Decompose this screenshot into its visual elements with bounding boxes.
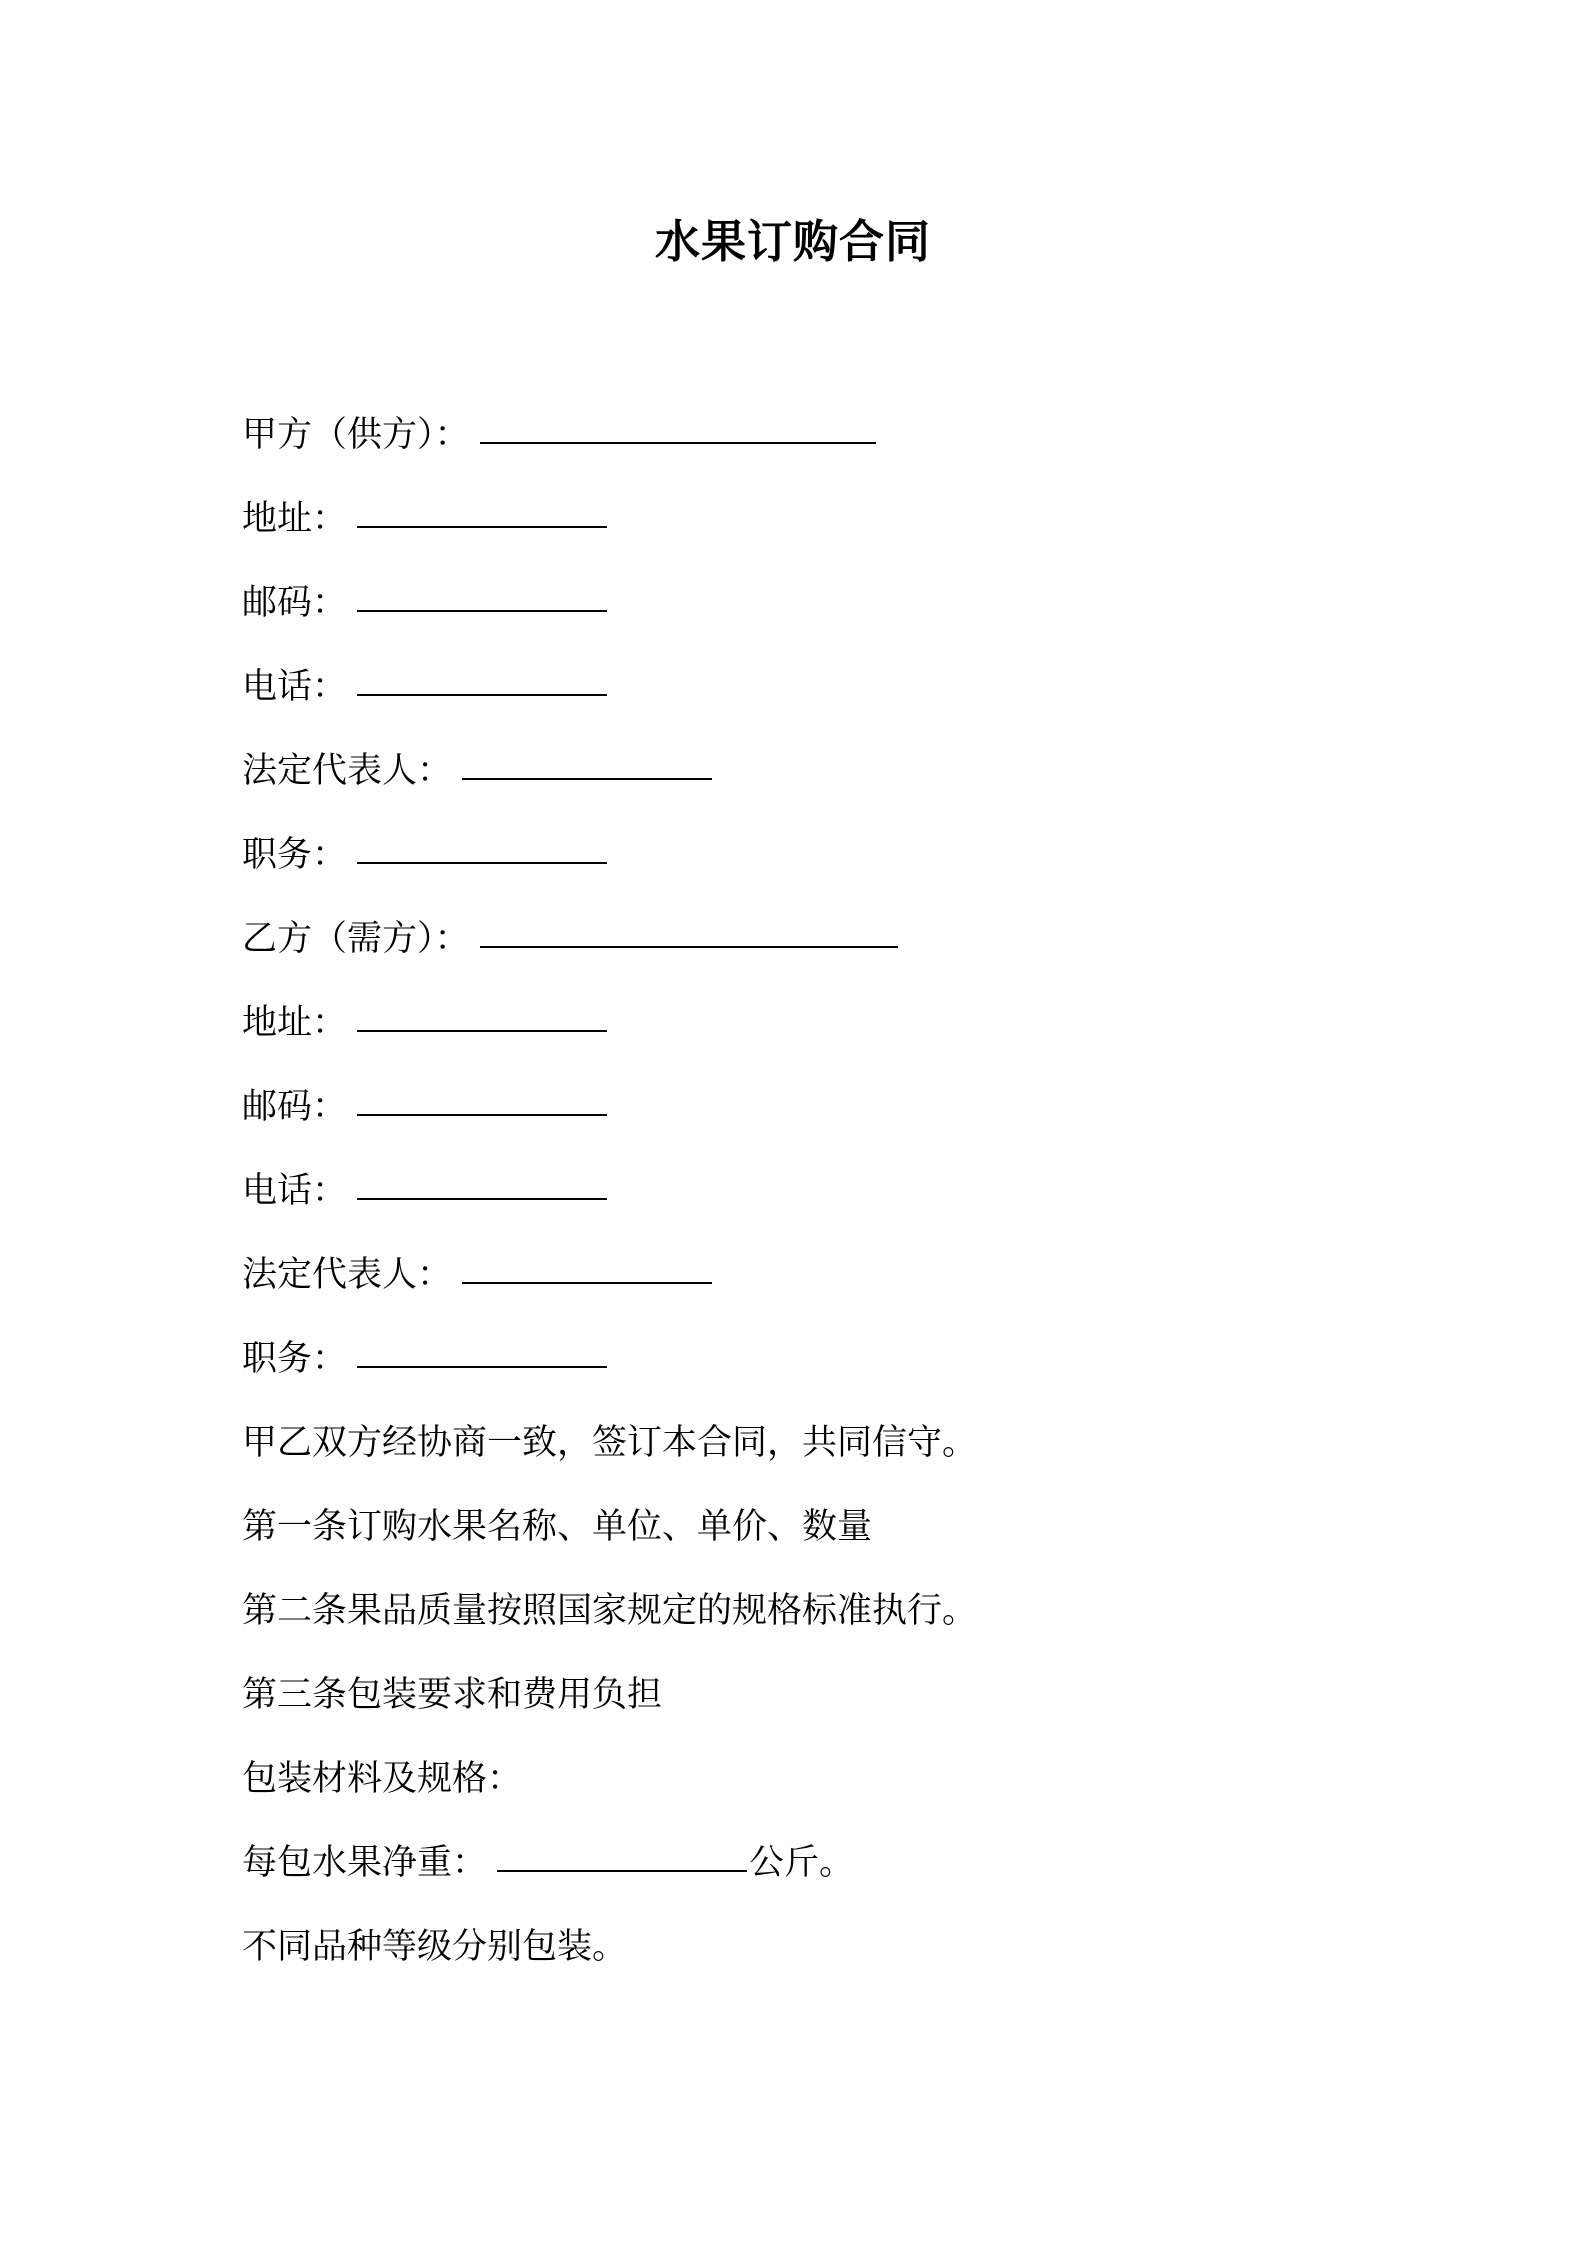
party-b-representative-label: 法定代表人： — [242, 1255, 453, 1295]
net-weight-unit: 公斤。 — [749, 1843, 855, 1883]
packaging-note-text: 不同品种等级分别包装。 — [242, 1927, 628, 1967]
party-a-address-blank — [357, 492, 607, 528]
document-title: 水果订购合同 — [654, 215, 931, 268]
party-b-blank — [480, 912, 898, 948]
party-a-label: 甲方（供方）： — [242, 415, 470, 455]
party-a-position-blank — [357, 828, 607, 864]
party-b-address-label: 地址： — [242, 1003, 348, 1043]
party-a-representative-blank — [462, 744, 712, 780]
party-b-representative-line — [242, 1248, 1442, 1332]
party-a-postcode-blank — [357, 576, 607, 612]
net-weight-blank — [497, 1836, 747, 1872]
party-a-position-label: 职务： — [242, 835, 348, 875]
article-1 — [242, 1500, 1442, 1584]
party-a-postcode-label: 邮码： — [242, 583, 348, 623]
party-a-address-label: 地址： — [242, 499, 348, 539]
party-a-address-line — [242, 492, 1442, 576]
agreement-paragraph — [242, 1416, 1442, 1500]
article-3 — [242, 1668, 1442, 1752]
party-b-label: 乙方（需方）： — [242, 919, 470, 959]
party-b-position-label: 职务： — [242, 1339, 348, 1379]
party-a-representative-label: 法定代表人： — [242, 751, 453, 791]
party-a-postcode-line — [242, 576, 1442, 660]
article-3-text: 第三条包装要求和费用负担 — [242, 1675, 663, 1715]
party-b-phone-label: 电话： — [242, 1171, 348, 1211]
party-a-blank — [480, 408, 876, 444]
party-b-phone-blank — [357, 1164, 607, 1200]
party-b-phone-line — [242, 1164, 1442, 1248]
party-b-postcode-line — [242, 1080, 1442, 1164]
party-a-position-line — [242, 828, 1442, 912]
article-1-text: 第一条订购水果名称、单位、单价、数量 — [242, 1507, 873, 1547]
net-weight-label: 每包水果净重： — [242, 1843, 488, 1883]
party-a-phone-blank — [357, 660, 607, 696]
packaging-materials-label: 包装材料及规格： — [242, 1759, 523, 1799]
party-a-phone-label: 电话： — [242, 667, 348, 707]
party-b-position-line — [242, 1332, 1442, 1416]
party-a-representative-line — [242, 744, 1442, 828]
agreement-text: 甲乙双方经协商一致，签订本合同，共同信守。 — [242, 1423, 978, 1463]
party-b-postcode-label: 邮码： — [242, 1087, 348, 1127]
party-b-address-line — [242, 996, 1442, 1080]
packaging-note-line — [242, 1920, 1442, 2004]
party-b-position-blank — [357, 1332, 607, 1368]
party-b-postcode-blank — [357, 1080, 607, 1116]
article-2-text: 第二条果品质量按照国家规定的规格标准执行。 — [242, 1591, 978, 1631]
article-2 — [242, 1584, 1442, 1668]
party-a-phone-line — [242, 660, 1442, 744]
party-b-line — [242, 912, 1442, 996]
party-b-representative-blank — [462, 1248, 712, 1284]
party-b-address-blank — [357, 996, 607, 1032]
party-a-line — [242, 408, 1442, 492]
net-weight-line — [242, 1836, 1442, 1920]
packaging-materials-line — [242, 1752, 1442, 1836]
contract-body — [242, 408, 1442, 2004]
